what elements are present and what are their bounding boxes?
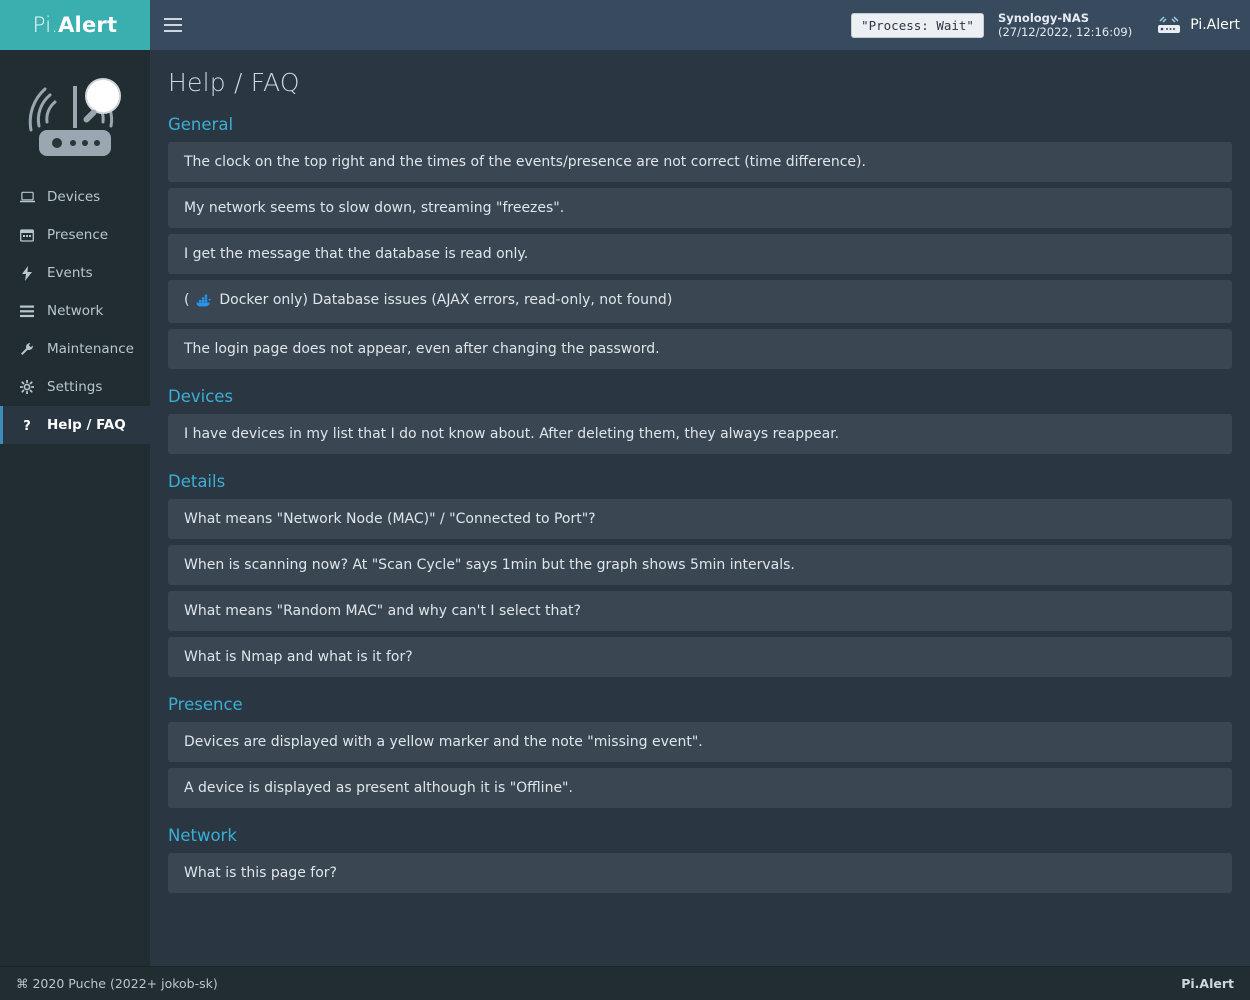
footer-brand: Pi.Alert xyxy=(1181,976,1234,991)
faq-item[interactable]: What means "Random MAC" and why can't I select that? xyxy=(168,591,1232,631)
faq-text-suffix: Docker only) Database issues (AJAX errors, read-only, not found) xyxy=(219,292,673,308)
section-heading-general: General xyxy=(168,115,234,134)
sidebar-item-label: Devices xyxy=(47,189,101,205)
sidebar-menu xyxy=(0,178,150,444)
app-logo[interactable] xyxy=(0,0,150,50)
footer xyxy=(0,966,1250,1000)
sidebar-item-label: Network xyxy=(47,303,104,319)
faq-item-docker[interactable] xyxy=(168,280,1232,323)
svg-text:?: ? xyxy=(23,419,31,432)
question-icon xyxy=(19,418,35,432)
server-name: Synology-NAS xyxy=(997,11,1089,25)
sidebar-item-label: Presence xyxy=(47,227,109,243)
sidebar-item-label: Help / FAQ xyxy=(47,417,126,433)
wrench-icon xyxy=(19,342,35,356)
sidebar-item-network[interactable] xyxy=(0,292,150,330)
footer-copyright: ⌘ 2020 Puche (2022+ jokob-sk) xyxy=(16,976,218,991)
laptop-icon xyxy=(19,191,35,203)
body-wrapper xyxy=(0,50,1250,966)
sidebar xyxy=(0,50,150,966)
faq-item[interactable]: The login page does not appear, even after changing the password. xyxy=(168,329,1232,369)
sidebar-item-maintenance[interactable] xyxy=(0,330,150,368)
sidebar-item-settings[interactable] xyxy=(0,368,150,406)
sidebar-item-events[interactable] xyxy=(0,254,150,292)
sidebar-item-label: Events xyxy=(47,265,93,281)
pi-alert-radar-logo xyxy=(0,50,150,178)
section-heading-details: Details xyxy=(168,472,226,491)
docker-icon xyxy=(196,294,213,311)
status-badge: "Process: Wait" xyxy=(851,13,984,38)
router-icon xyxy=(1156,15,1182,35)
user-label: Pi.Alert xyxy=(1190,17,1240,33)
network-icon xyxy=(19,305,35,318)
faq-item[interactable]: The clock on the top right and the times of the events/presence are not correct (time difference). xyxy=(168,142,1232,182)
section-heading-presence: Presence xyxy=(168,695,243,714)
content-inner xyxy=(150,50,1250,966)
faq-item[interactable]: What means "Network Node (MAC)" / "Connected to Port"? xyxy=(168,499,1232,539)
sidebar-item-devices[interactable] xyxy=(0,178,150,216)
faq-item[interactable]: Devices are displayed with a yellow marker and the note "missing event". xyxy=(168,722,1232,762)
sidebar-item-label: Settings xyxy=(47,379,103,395)
faq-item[interactable]: When is scanning now? At "Scan Cycle" says 1min but the graph shows 5min intervals. xyxy=(168,545,1232,585)
server-info xyxy=(998,11,1132,39)
navbar-right xyxy=(851,11,1240,39)
top-header xyxy=(0,0,1250,50)
main-content xyxy=(150,50,1250,966)
section-heading-devices: Devices xyxy=(168,387,234,406)
server-time: (27/12/2022, 12:16:09) xyxy=(997,25,1133,39)
hamburger-icon[interactable] xyxy=(150,0,196,50)
navbar xyxy=(150,0,1250,50)
faq-item[interactable]: A device is displayed as present although it is "Offline". xyxy=(168,768,1232,808)
sidebar-item-help-faq[interactable] xyxy=(0,406,150,444)
logo-text-light: Pi. xyxy=(32,13,59,37)
sidebar-item-presence[interactable] xyxy=(0,216,150,254)
gear-icon xyxy=(19,380,35,394)
user-menu[interactable] xyxy=(1146,15,1240,35)
logo-text-bold: Alert xyxy=(58,13,118,37)
faq-item[interactable]: What is this page for? xyxy=(168,853,1232,893)
faq-item[interactable]: I get the message that the database is read only. xyxy=(168,234,1232,274)
faq-item[interactable]: My network seems to slow down, streaming "freezes". xyxy=(168,188,1232,228)
faq-item[interactable]: I have devices in my list that I do not know about. After deleting them, they always reappear. xyxy=(168,414,1232,454)
calendar-icon xyxy=(19,228,35,242)
faq-text-prefix: ( xyxy=(184,292,190,308)
faq-item[interactable]: What is Nmap and what is it for? xyxy=(168,637,1232,677)
section-heading-network: Network xyxy=(168,826,237,845)
bolt-icon xyxy=(19,266,35,281)
sidebar-item-label: Maintenance xyxy=(47,341,134,357)
page-title: Help / FAQ xyxy=(168,68,300,97)
